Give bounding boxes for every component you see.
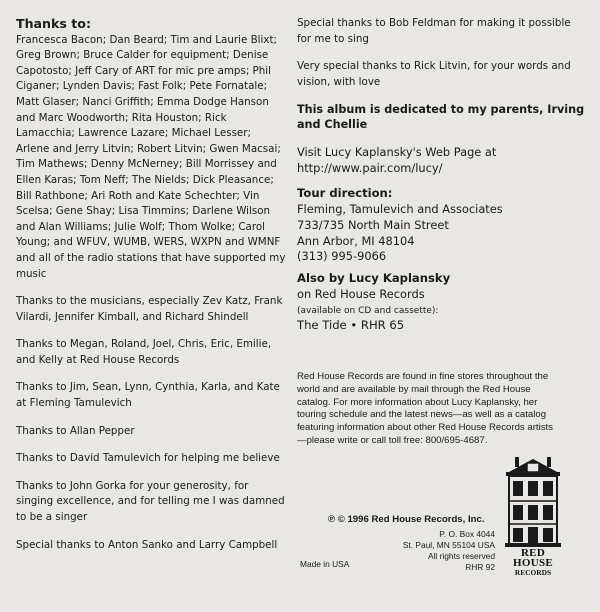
copyright: ℗ © 1996 Red House Records, Inc. (328, 514, 485, 525)
label-address (403, 529, 495, 573)
left-column (16, 16, 286, 565)
right-column (297, 16, 587, 334)
thanks-heading: Thanks to: (16, 16, 91, 31)
logo-word: HOUSE (512, 557, 553, 569)
address-line: P. O. Box 4044 (439, 529, 495, 539)
thanks-red-house: Thanks to Megan, Roland, Joel, Chris, Eric, Emilie, and Kelly at Red House Records (16, 338, 272, 366)
also-by-heading: Also by Lucy Kaplansky (297, 271, 451, 286)
tour-street: 733/735 North Main Street (297, 217, 449, 232)
thanks-list: Francesca Bacon; Dan Beard; Tim and Laurie Blixt; Greg Brown; Bruce Calder for equipment; Denise Capotosto; Jeff Cary of ART for mic pre amps; Phil Ciganer; Lynden Davis; Fast Folk; Pete Fornatale; Matt Glaser; Nanci Griffith; Emma Dodge Hanson and Marc Woodworth; Rita Houston; Rick Lamacchia; Lawrence Lazare; Michael Lesser; Arlene and Jerry Litvin; Robert Litvin; Gwen Macsai; Tim Mathews; Denny McNerney; Bill Morrissey and Ellen Karas; Tom Neff; The Nields; Dick Pleasance; Bill Rathbone; Ari Roth and Kate Schechter; Vin Scelsa; Gene Shay; Lisa Timmins; Darlene Wilson and Alan Williams; Julie Wolf; Thom Wolke; Carol Young; and WFUV, WUMB, WERS, WXPN and WMNF and all of the radio stations that have supported my music (16, 33, 286, 280)
thanks-fleming: Thanks to Jim, Sean, Lynn, Cynthia, Karla, and Kate at Fleming Tamulevich (16, 381, 280, 410)
tour-phone: (313) 995-9066 (297, 249, 387, 264)
address-line: All rights reserved (427, 551, 495, 561)
address-line: RHR 92 (465, 562, 495, 572)
thanks-musicians: Thanks to the musicians, especially Zev Katz, Frank Vilardi, Jennifer Kimball, and Richard Shindell (16, 295, 283, 323)
tour-heading: Tour direction: (297, 186, 393, 201)
tour-city: Ann Arbor, MI 48104 (297, 233, 415, 248)
other-album: The Tide • RHR 65 (297, 317, 405, 332)
special-thanks-sanko: Special thanks to Anton Sanko and Larry Campbell (16, 538, 278, 551)
made-in-usa: Made in USA (300, 559, 350, 569)
fine-print: Red House Records are found in fine stores throughout the world and are available by mail through the Red House catalog. For more information about Lucy Kaplansky, her touring schedule and the latest news—as well as a catalog featuring information about other Red House Records artists—please write or call toll free: 800/695-4687. (297, 371, 553, 446)
red-house-logo-text (503, 548, 563, 578)
web-page-label: Visit Lucy Kaplansky's Web Page at (297, 145, 497, 160)
thanks-pepper: Thanks to Allan Pepper (16, 424, 135, 437)
logo-word: RED (520, 547, 546, 559)
dedication: This album is dedicated to my parents, Irving and Chellie (297, 103, 585, 132)
web-url[interactable]: http://www.pair.com/lucy/ (297, 161, 443, 176)
availability-note: (available on CD and cassette): (297, 305, 439, 316)
also-by-label: on Red House Records (297, 286, 425, 301)
special-thanks-litvin: Very special thanks to Rick Litvin, for your words and vision, with love (297, 60, 571, 88)
logo-word: RECORDS (514, 568, 552, 577)
thanks-gorka: Thanks to John Gorka for your generosity, for singing excellence, and for telling me I was damned to be a singer (16, 479, 285, 524)
thanks-tamulevich: Thanks to David Tamulevich for helping me believe (16, 452, 280, 465)
tour-agency-name: Fleming, Tamulevich and Associates (297, 201, 503, 216)
address-line: St. Paul, MN 55104 USA (402, 540, 495, 550)
special-thanks-feldman: Special thanks to Bob Feldman for making it possible for me to sing (297, 17, 571, 45)
